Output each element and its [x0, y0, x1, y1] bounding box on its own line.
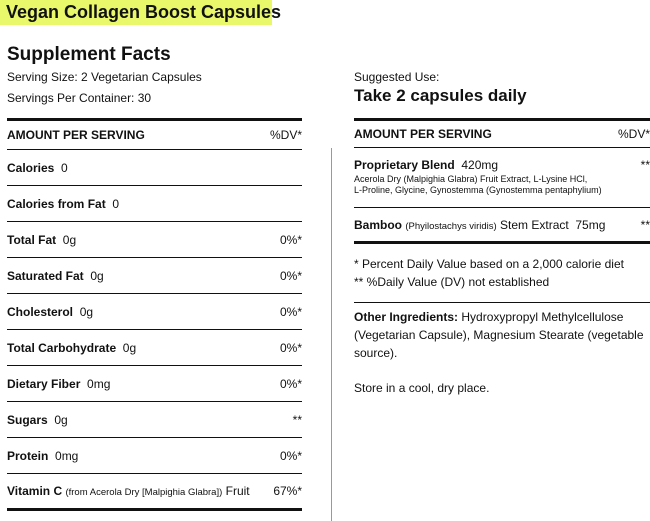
blend-table-header [354, 118, 650, 148]
facts-row-cholesterol [7, 294, 302, 330]
nutrient-label [7, 377, 110, 391]
bamboo-dv: ** [640, 217, 650, 232]
footnote-daily-value: * Percent Daily Value based on a 2,000 calorie diet [354, 257, 624, 271]
other-ingredients-label: Other Ingredients: [354, 310, 459, 324]
nutrient-name: Total Carbohydrate [7, 340, 117, 355]
nutrient-dv: 0%* [279, 268, 302, 283]
nutrient-amount: 0g [54, 412, 68, 427]
footnotes [354, 244, 650, 303]
nutrient-dv: ** [292, 412, 302, 427]
facts-row-protein [7, 438, 302, 474]
storage-instructions: Store in a cool, dry place. [354, 381, 490, 395]
nutrient-amount: 0 [61, 160, 68, 175]
nutrient-name: Protein [7, 448, 49, 463]
nutrient-name: Calories [7, 160, 55, 175]
facts-row-sugars [7, 402, 302, 438]
blend-ingredients [354, 174, 602, 196]
column-divider [331, 148, 332, 521]
dv-header: %DV* [269, 128, 302, 142]
nutrient-amount: 0g [122, 340, 137, 355]
nutrient-name: Sugars [7, 412, 48, 427]
product-title: Vegan Collagen Boost Capsules [0, 0, 272, 25]
nutrient-label [7, 269, 104, 283]
blend-title [354, 158, 602, 172]
nutrient-label [7, 341, 136, 355]
nutrient-amount: 0mg [87, 376, 111, 391]
blend-amount: 420mg [461, 158, 499, 172]
bamboo-latin: (Phyilostachys viridis) [405, 220, 497, 232]
bamboo-label [354, 218, 605, 232]
nutrient-dv: 0%* [279, 448, 302, 463]
blend-dv: ** [640, 158, 650, 172]
facts-row-dietary-fiber [7, 366, 302, 402]
nutrient-label [7, 233, 76, 247]
facts-table-header [7, 118, 302, 150]
nutrient-dv: 67%* [273, 484, 302, 498]
nutrient-name: Total Fat [7, 232, 57, 247]
facts-row-vitamin-c [7, 474, 302, 511]
proprietary-blend-row [354, 148, 650, 208]
nutrient-label [7, 305, 93, 319]
nutrient-label [7, 449, 78, 463]
blend-ingredients-line: L-Proline, Glycine, Gynostemma (Gynostemma pentaphylium) [354, 185, 602, 195]
nutrient-dv: 0%* [279, 340, 302, 355]
supplement-facts-heading: Supplement Facts [7, 44, 171, 65]
amount-per-serving-header: AMOUNT PER SERVING [354, 127, 492, 141]
nutrient-amount: 0mg [55, 448, 79, 463]
amount-per-serving-header: AMOUNT PER SERVING [7, 128, 145, 142]
nutrient-name: Saturated Fat [7, 268, 84, 283]
nutrient-dv: 0%* [279, 376, 302, 391]
bamboo-suffix: Stem Extract [500, 217, 569, 232]
footnote-not-established: ** %Daily Value (DV) not established [354, 275, 550, 289]
facts-row-saturated-fat [7, 258, 302, 294]
facts-row-calories-from-fat [7, 186, 302, 222]
nutrient-label [7, 161, 68, 175]
facts-row-calories [7, 150, 302, 186]
nutrient-amount: 0g [79, 304, 94, 319]
nutrient-amount: 0 [112, 196, 120, 211]
facts-row-total-fat [7, 222, 302, 258]
bamboo-name: Bamboo [354, 217, 402, 232]
nutrient-label [7, 413, 68, 427]
blend-name: Proprietary Blend [354, 158, 455, 172]
nutrient-source: (from Acerola Dry [Malpighia Glabra]) [65, 487, 223, 498]
blend-facts-table [354, 118, 650, 395]
supplement-facts-table [7, 118, 302, 511]
nutrient-dv: 0%* [279, 232, 302, 247]
nutrient-dv: 0%* [279, 304, 302, 319]
nutrient-name: Cholesterol [7, 304, 74, 319]
blend-ingredients-line: Acerola Dry (Malpighia Glabra) Fruit Extract, L-Lysine HCl, [354, 174, 588, 184]
dv-header: %DV* [617, 127, 650, 141]
other-ingredients-text: Hydroxypropyl Methylcellulose (Vegetarian Capsule), Magnesium Stearate (vegetable source). [354, 310, 644, 360]
nutrient-name: Dietary Fiber [7, 376, 81, 391]
nutrient-label [7, 484, 250, 498]
other-ingredients [354, 308, 650, 362]
nutrient-source-tail: Fruit [225, 484, 250, 498]
nutrient-label [7, 197, 119, 211]
nutrient-amount: 0g [90, 268, 104, 283]
blend-details [354, 158, 602, 207]
suggested-use-label: Suggested Use: [354, 70, 440, 84]
nutrient-name: Calories from Fat [7, 196, 106, 211]
nutrient-name: Vitamin C [7, 484, 63, 498]
bamboo-amount: 75mg [575, 217, 606, 232]
nutrient-amount: 0g [62, 232, 77, 247]
serving-size: Serving Size: 2 Vegetarian Capsules [7, 70, 202, 84]
suggested-use-text: Take 2 capsules daily [354, 86, 527, 105]
facts-row-total-carbohydrate [7, 330, 302, 366]
bamboo-row [354, 208, 650, 244]
servings-per-container: Servings Per Container: 30 [7, 91, 152, 105]
